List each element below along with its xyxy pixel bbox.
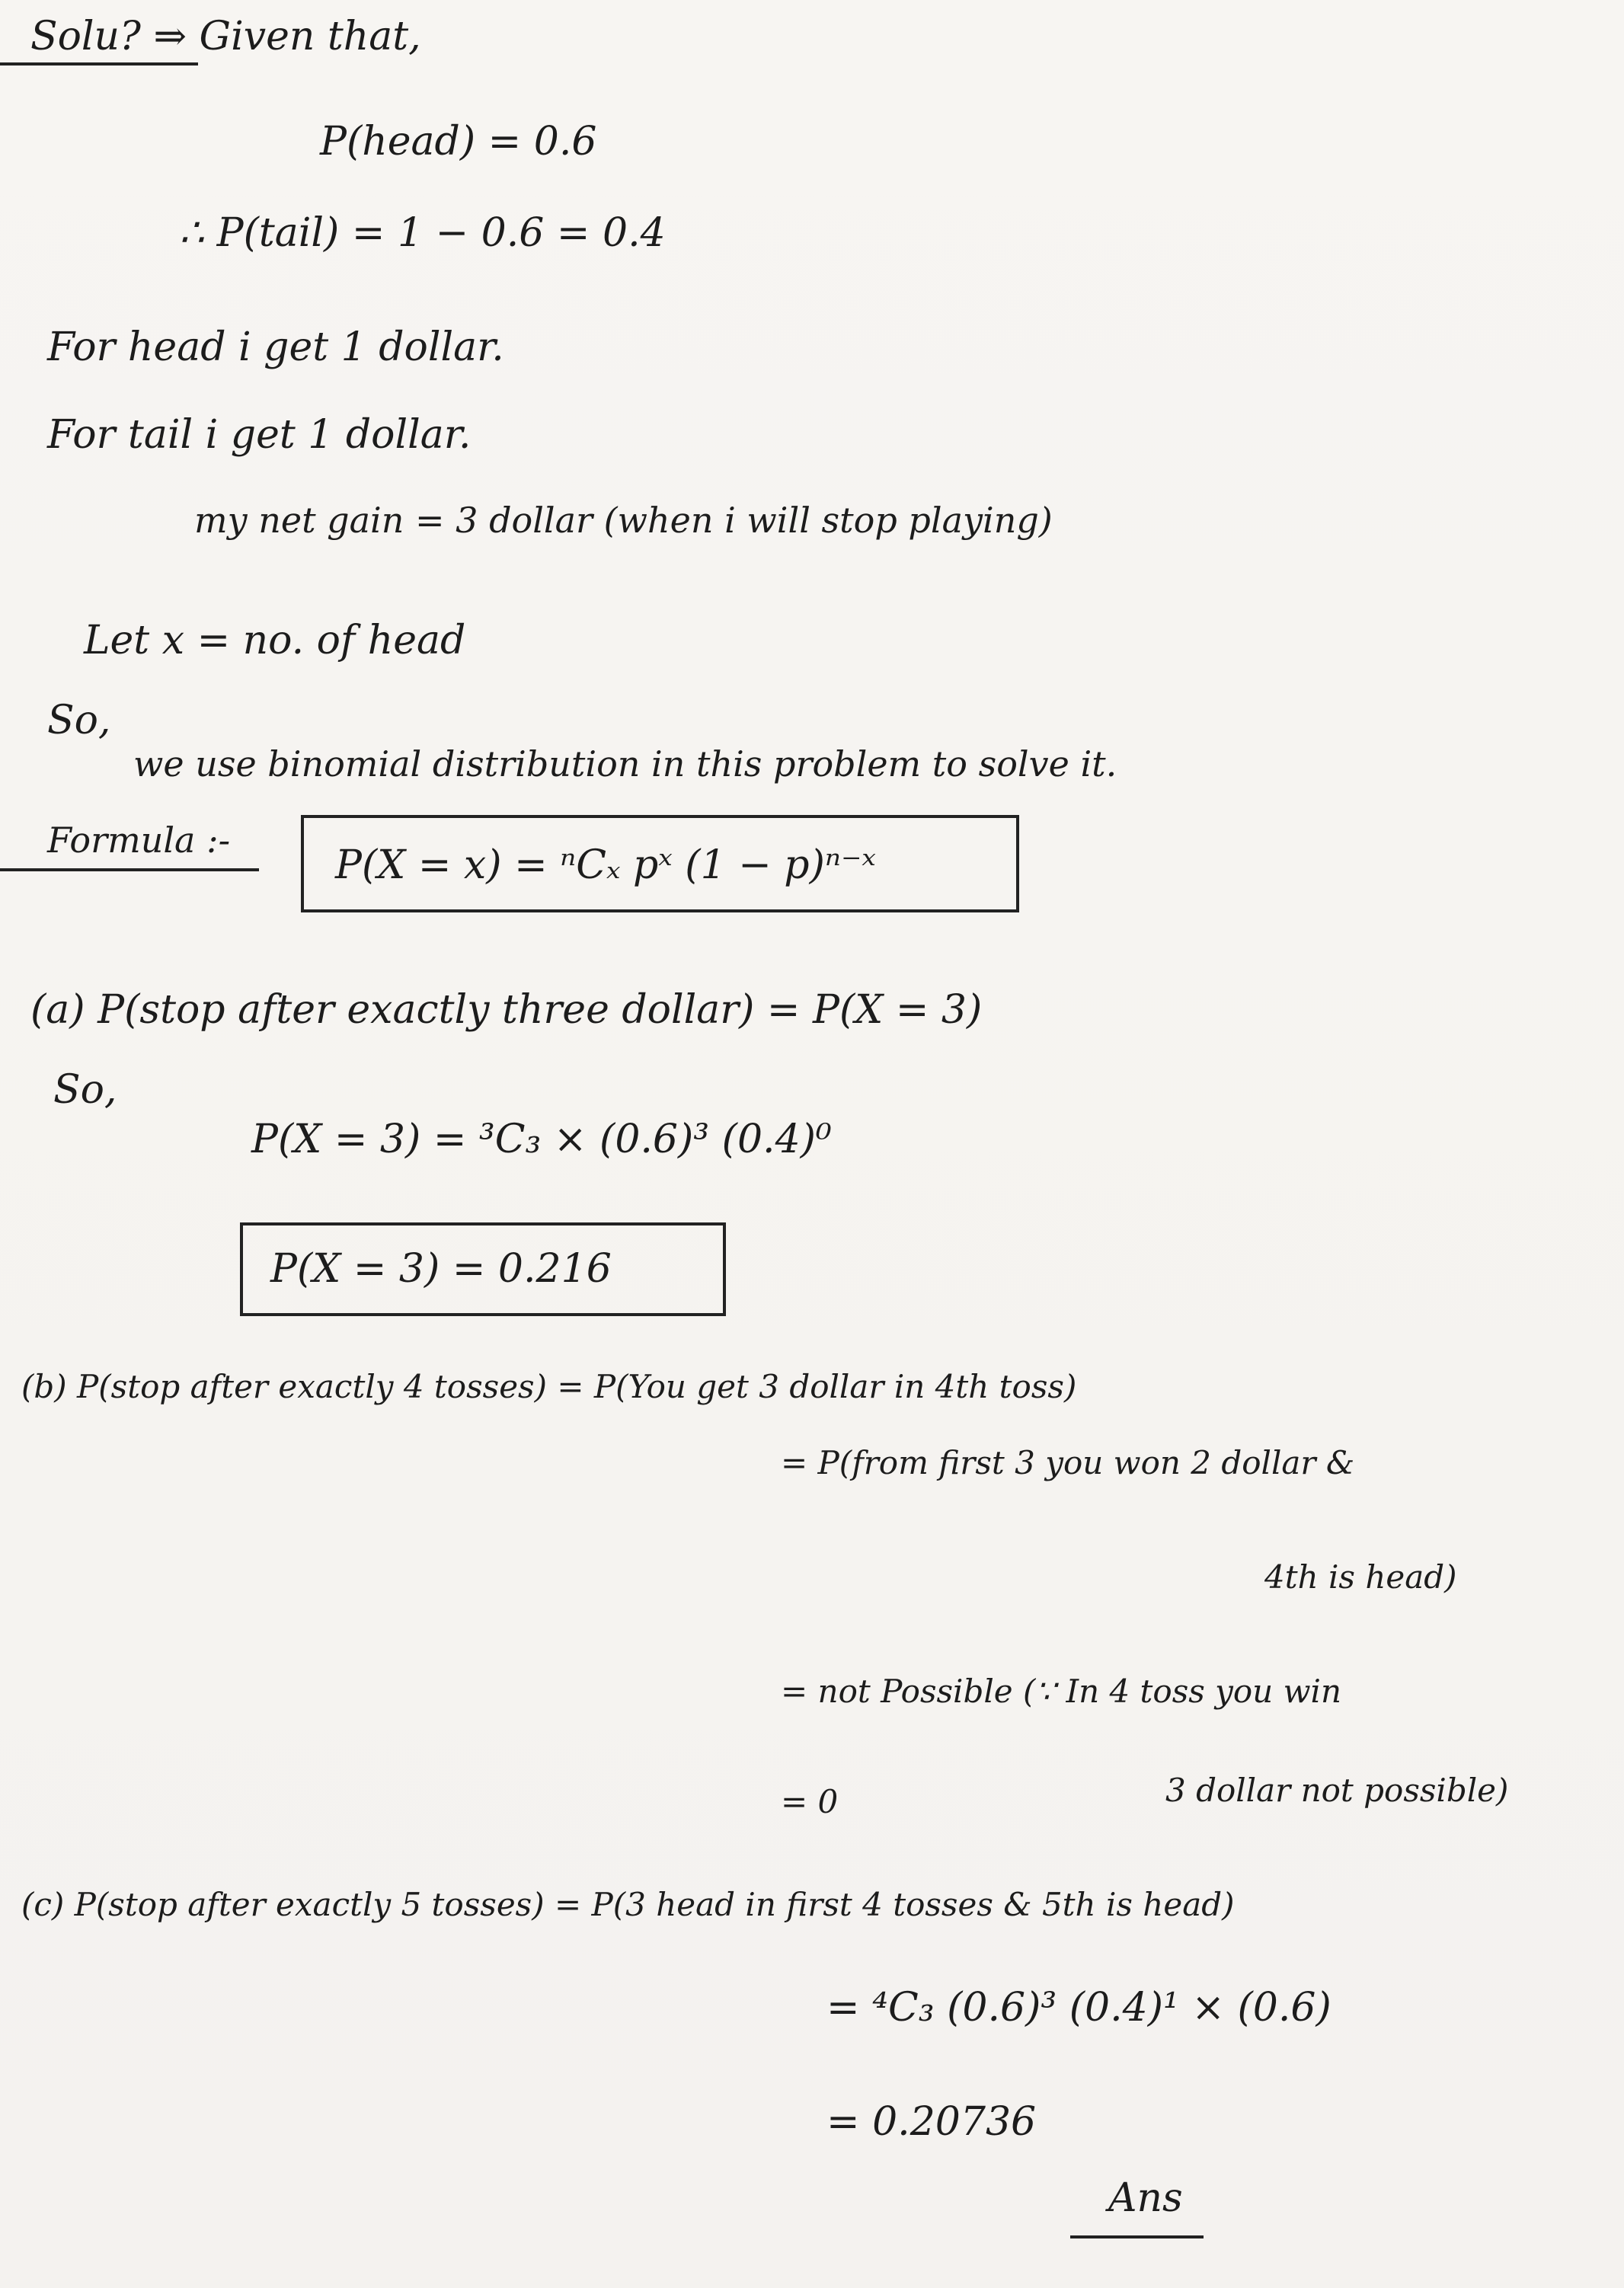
setup-line-head: For head i get 1 dollar.	[47, 324, 504, 370]
setup-so: So,	[47, 698, 111, 743]
part-a-calculation: P(X = 3) = ³C₃ × (0.6)³ (0.4)⁰	[251, 1117, 832, 1162]
heading-underline	[0, 62, 198, 66]
part-b-step1: = P(from first 3 you won 2 dollar &	[781, 1444, 1355, 1481]
part-a-question: (a) P(stop after exactly three dollar) = P(X = 3)	[30, 987, 983, 1033]
formula-label-underline	[0, 868, 259, 871]
answer-label: Ans	[1108, 2175, 1183, 2221]
part-b-step2-cont: 3 dollar not possible)	[1165, 1772, 1509, 1809]
formula-label: Formula :-	[47, 820, 231, 861]
setup-binomial: we use binomial distribution in this problem to solve it.	[133, 743, 1117, 785]
given-p-head: P(head) = 0.6	[320, 119, 597, 165]
part-b-step2: = not Possible (∵ In 4 toss you win	[781, 1673, 1342, 1710]
formula-expression: P(X = x) = ⁿCₓ pˣ (1 − p)ⁿ⁻ˣ	[335, 842, 876, 888]
answer-underline	[1070, 2235, 1204, 2238]
given-p-tail: ∴ P(tail) = 1 − 0.6 = 0.4	[179, 210, 666, 256]
part-b-question: (b) P(stop after exactly 4 tosses) = P(You get 3 dollar in 4th toss)	[21, 1368, 1077, 1405]
setup-net-gain: my net gain = 3 dollar (when i will stop playing)	[194, 500, 1053, 541]
part-c-result: = 0.20736	[826, 2099, 1037, 2145]
solution-heading: Solu? ⇒ Given that,	[30, 14, 421, 59]
part-c-calculation: = ⁴C₃ (0.6)³ (0.4)¹ × (0.6)	[826, 1985, 1331, 2031]
part-b-step1-cont: 4th is head)	[1264, 1558, 1457, 1596]
setup-let-x: Let x = no. of head	[84, 618, 466, 663]
part-a-so: So,	[53, 1067, 117, 1113]
part-b-zero: = 0	[781, 1783, 839, 1820]
part-c-question: (c) P(stop after exactly 5 tosses) = P(3 head in first 4 tosses & 5th is head)	[21, 1886, 1235, 1923]
setup-line-tail: For tail i get 1 dollar.	[47, 412, 472, 458]
part-a-result: P(X = 3) = 0.216	[270, 1246, 612, 1292]
